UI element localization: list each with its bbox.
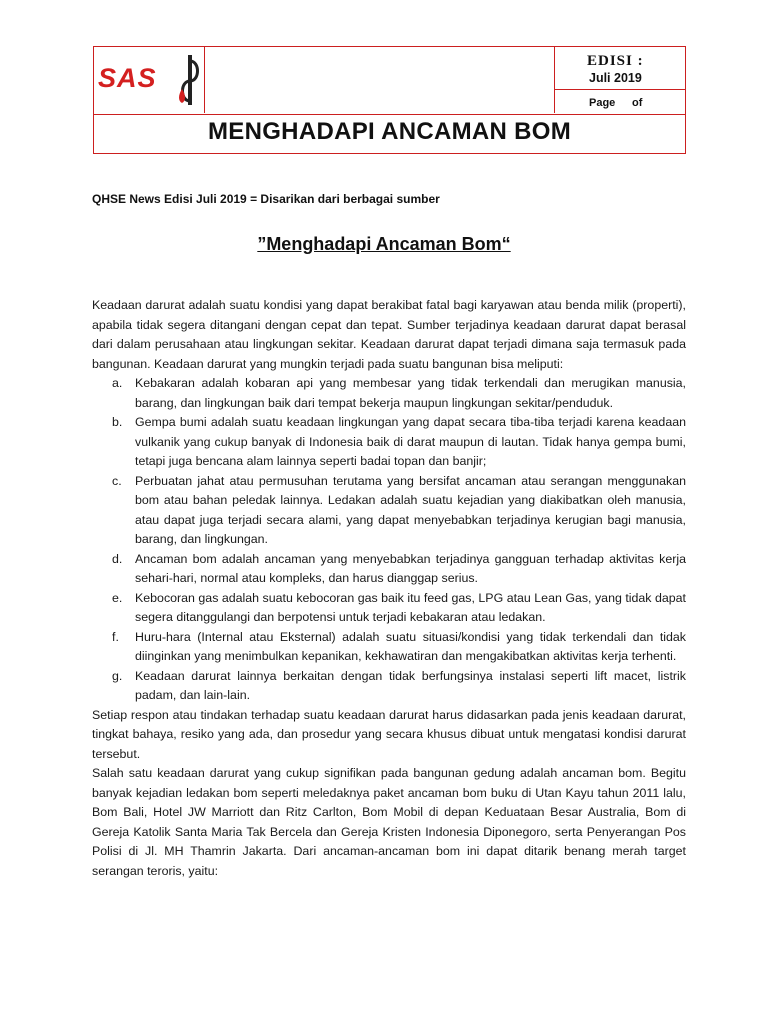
document-header xyxy=(93,46,686,154)
company-logo xyxy=(94,47,204,113)
header-top-row xyxy=(94,47,685,115)
list-item: f. Huru-hara (Internal atau Eksternal) adalah suatu situasi/kondisi yang tidak terkendali dan tidak diinginkan yang menimbulkan kepanikan, kekhawatiran dan mengakibatkan aktivitas kerja terhenti. xyxy=(112,629,686,663)
edition-cell xyxy=(554,47,686,113)
edition-date: Juli 2019 xyxy=(589,71,642,85)
list-item: a. Kebakaran adalah kobaran api yang membesar yang tidak terkendali dan merugikan manusia, barang, dan lingkungan baik dari tempat bekerja maupun lingkungan sekitar/penduduk. xyxy=(112,376,686,410)
logo-drop-icon xyxy=(176,51,204,113)
article-body xyxy=(92,296,686,881)
header-blank-cell xyxy=(204,47,555,113)
list-item: e. Kebocoran gas adalah suatu kebocoran gas baik itu feed gas, LPG atau Lean Gas, yang tidak dapat segera ditanggulangi dan berpotensi untuk terjadi kebakaran atau ledakan. xyxy=(112,590,686,624)
news-source-line: QHSE News Edisi Juli 2019 = Disarikan dari berbagai sumber xyxy=(92,192,440,206)
response-paragraph: Setiap respon atau tindakan terhadap suatu keadaan darurat harus didasarkan pada jenis keadaan darurat, tingkat bahaya, resiko yang ada, dan prosedur yang secara khusus dibuat untuk mengatasi kondisi darurat tersebut. xyxy=(92,707,686,761)
document-title: MENGHADAPI ANCAMAN BOM xyxy=(207,118,572,145)
list-item: c. Perbuatan jahat atau permusuhan terutama yang bersifat ancaman atau serangan menggunakan bom atau bahan peledak lainnya. Ledakan adalah suatu kejadian yang diakibatkan oleh manusia, atau dapat juga terjadi secara alami, yang dapat menyebabkan terjadinya kerugian bagi manusia, barang, dan lingkungan. xyxy=(112,473,686,546)
edition-info xyxy=(555,47,686,90)
emergency-list xyxy=(92,374,686,706)
list-item: g. Keadaan darurat lainnya berkaitan dengan tidak berfungsinya instalasi seperti lift macet, listrik padam, dan lain-lain. xyxy=(112,668,686,702)
list-item: d. Ancaman bom adalah ancaman yang menyebabkan terjadinya gangguan terhadap aktivitas kerja sehari-hari, normal atau kompleks, dan harus dianggap serius. xyxy=(112,551,686,585)
page-of-label: of xyxy=(632,97,643,109)
intro-paragraph: Keadaan darurat adalah suatu kondisi yang dapat berakibat fatal bagi karyawan atau benda milik (properti), apabila tidak segera ditangani dengan cepat dan tepat. Sumber terjadinya keadaan darurat dapat berasal dari dalam perusahaan atau lingkungan sekitar. Keadaan darurat dapat terjadi dimana saja termasuk pada bangunan. Keadaan darurat yang mungkin terjadi pada suatu bangunan bisa meliputi: xyxy=(92,298,686,371)
logo-text: SAS xyxy=(98,63,157,93)
list-item: b. Gempa bumi adalah suatu keadaan lingkungan yang dapat secara tiba-tiba terjadi karena keadaan vulkanik yang cukup banyak di Indonesia baik di darat maupun di lautan. Tidak hanya gempa bumi, tetapi juga bencana alam lainnya seperti badai topan dan banjir; xyxy=(112,415,686,468)
bomb-threat-paragraph: Salah satu keadaan darurat yang cukup signifikan pada bangunan gedung adalah ancaman bom. Begitu banyak kejadian ledakan bom seperti meledaknya paket ancaman bom buku di Utan Kayu tahun 2011 lalu, Bom Bali, Hotel JW Marriott dan Ritz Carlton, Bom Mobil di depan Keduataan Besar Australia, Bom di Gereja Katolik Santa Maria Tak Bercela dan Gereja Kristen Indonesia Diponegoro, serta Penyerangan Pos Polisi di Jl. MH Thamrin Jakarta. Dari ancaman-ancaman bom ini dapat ditarik benang merah target serangan teroris, yaitu: xyxy=(92,766,686,878)
page-label: Page xyxy=(589,97,616,109)
article-title: ”Menghadapi Ancaman Bom“ xyxy=(257,234,511,254)
edition-label: EDISI : xyxy=(587,53,644,69)
